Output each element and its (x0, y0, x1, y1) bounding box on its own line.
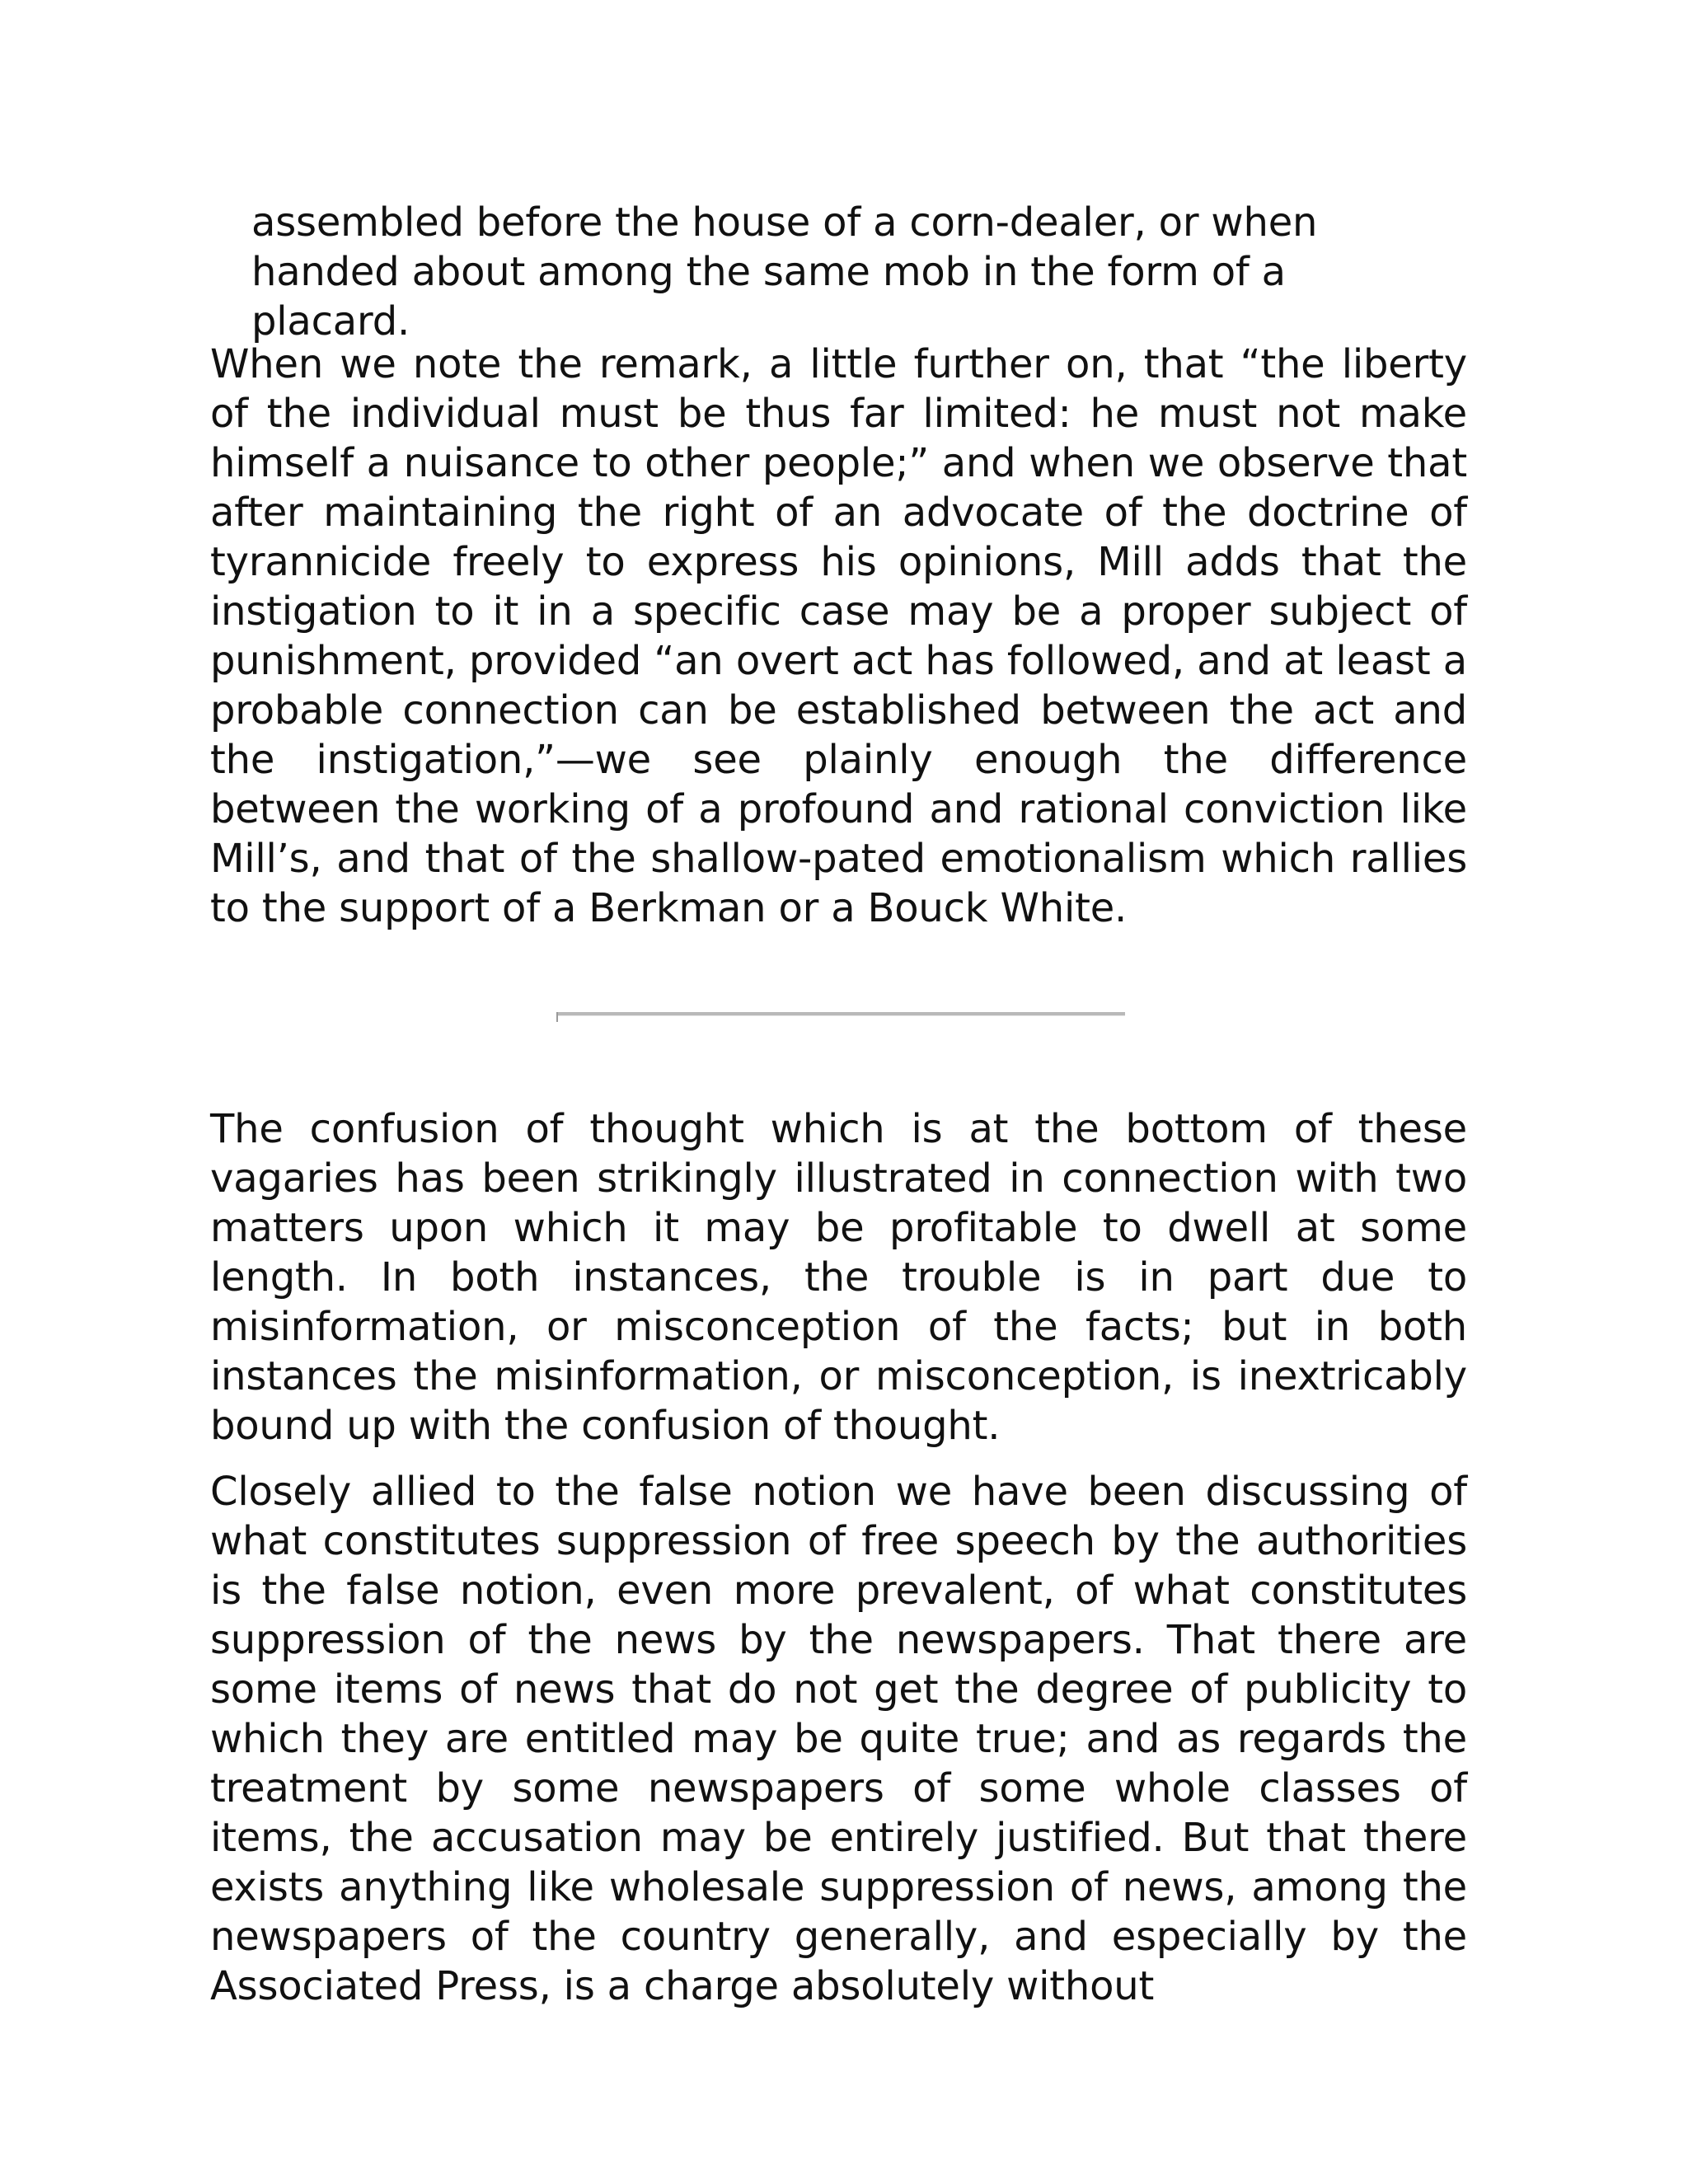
section-divider (556, 1012, 1125, 1015)
paragraph-suppression-of-news: Closely allied to the false notion we have been discussing of what constitutes suppression of free speech by the authorities is the false notion, even more prevalent, of what constitutes suppression of the news by the newspapers. That there are some items of news that do not get the degree of publicity to which they are entitled may be quite true; and as regards the treatment by some newspapers of some whole classes of items, the accusation may be entirely justified. But that there exists anything like wholesale suppression of news, among the newspapers of the country generally, and especially by the Associated Press, is a charge absolutely without (210, 1469, 1467, 2009)
paragraph-confusion-of-thought: The confusion of thought which is at the bottom of these vagaries has been strikingly illustrated in connection with two matters upon which it may be profitable to dwell at some length. In both instances, the trouble is in part due to misinformation, or misconception of the facts; but in both instances the misinformation, or misconception, is inextricably bound up with the confusion of thought. (210, 1106, 1467, 1449)
paragraph-mill-liberty: When we note the remark, a little further on, that “the liberty of the individual must be thus far limited: he must not make himself a nuisance to other people;” and when we observe that after maintaining the right of an advocate of the doctrine of tyrannicide freely to express his opinions, Mill adds that the instigation to it in a specific case may be a proper subject of punishment, provided “an overt act has followed, and at least a probable connection can be established between the act and the instigation,”—we see plainly enough the difference between the working of a profound and rational conviction like Mill’s, and that of the shallow-pated emotionalism which rallies to the support of a Berkman or a Bouck White. (210, 341, 1467, 931)
block-quote-continuation: assembled before the house of a corn-dealer, or when handed about among the same mob in the form of a placard. (251, 199, 1318, 344)
